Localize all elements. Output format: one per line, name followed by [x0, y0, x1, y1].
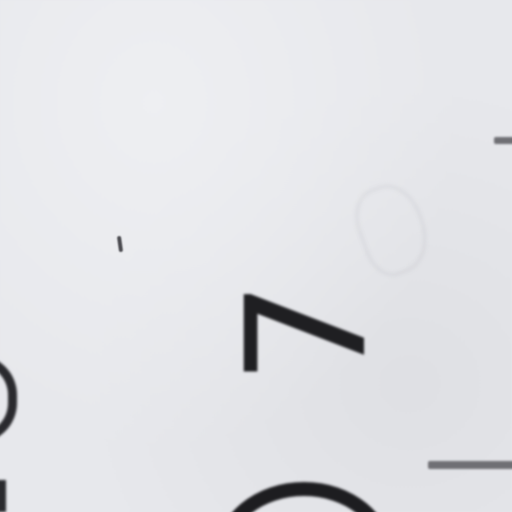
rule-line-bottom-right	[428, 461, 512, 469]
partial-glyph-left-bottom	[0, 480, 6, 512]
rule-line-top-right	[494, 137, 512, 144]
rotated-numeral: 7	[211, 280, 403, 385]
